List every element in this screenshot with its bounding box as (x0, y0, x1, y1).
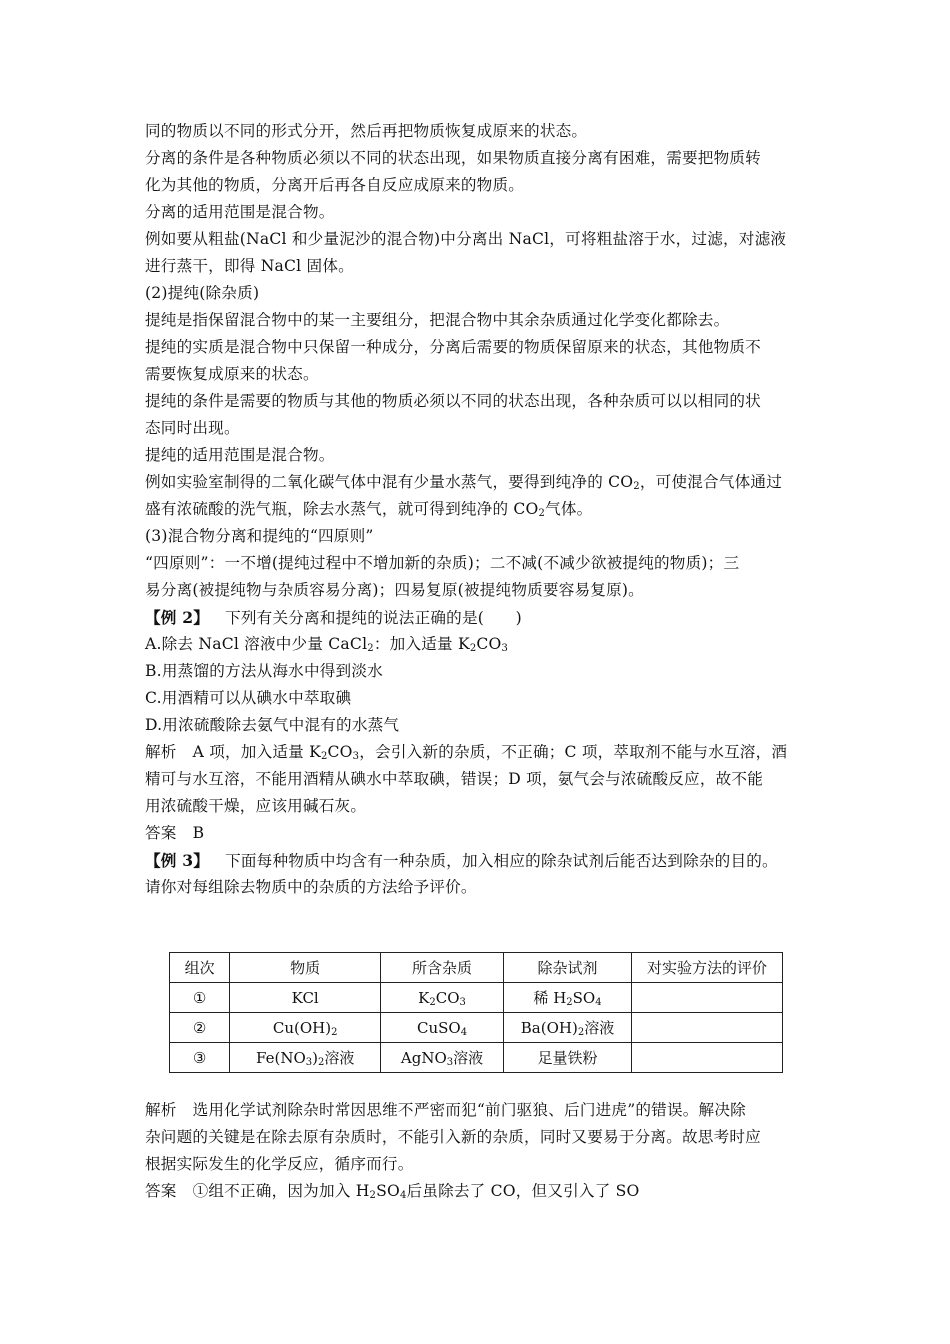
text-line: 化为其他的物质，分离开后再各自反应成原来的物质。 (145, 176, 525, 194)
table-row (170, 1043, 783, 1073)
impurity-table (169, 952, 783, 1073)
cell-substance: $Cu(OH)_2$ (230, 1013, 381, 1043)
option-c: C.用酒精可以从碘水中萃取碘 (145, 689, 352, 707)
text-line: 进行蒸干，即得 NaCl 固体。 (145, 257, 354, 275)
option-a: A.除去 NaCl 溶液中少量 CaCl$_2$：加入适量 $K_2CO_3$ (145, 635, 509, 654)
text-line: 提纯是指保留混合物中的某一主要组分，把混合物中其余杂质通过化学变化都除去。 (145, 311, 730, 329)
header-reagent: 除杂试剂 (504, 953, 632, 983)
analysis-line: 解析 A 项，加入适量 $K_2CO_3$，会引入新的杂质，不正确；C 项，萃取剂不能与水互溶，酒 (145, 743, 788, 762)
cell-substance: KCl (230, 983, 381, 1013)
text-line: 易分离(被提纯物与杂质容易分离)；四易复原(被提纯物质要容易复原)。 (145, 581, 644, 599)
document-body (145, 118, 817, 901)
cell-group: ② (170, 1013, 230, 1043)
text-line: 态同时出现。 (145, 419, 240, 437)
cell-group: ③ (170, 1043, 230, 1073)
example-2-question: 【例 2】 下列有关分离和提纯的说法正确的是( ) (145, 608, 522, 627)
cell-impurity: $K_2CO_3$ (381, 983, 504, 1013)
text-line: “四原则”：一不增(提纯过程中不增加新的杂质)；二不减(不减少欲被提纯的物质)；三 (145, 554, 740, 572)
text-line: 分离的适用范围是混合物。 (145, 203, 335, 221)
cell-group: ① (170, 983, 230, 1013)
cell-impurity: CuSO$_4$ (381, 1013, 504, 1043)
text-line: 分离的条件是各种物质必须以不同的状态出现，如果物质直接分离有困难，需要把物质转 (145, 149, 761, 167)
section-heading: (2)提纯(除杂质) (145, 284, 260, 302)
cell-evaluation (632, 1043, 783, 1073)
table-row (170, 983, 783, 1013)
cell-substance: $Fe(NO_3)_2$溶液 (230, 1043, 381, 1073)
example-label: 【例 2】 (145, 608, 210, 627)
analysis-line: 精可与水互溶，不能用酒精从碘水中萃取碘，错误；D 项，氨气会与浓硫酸反应，故不能 (145, 770, 764, 788)
table-header-row (170, 953, 783, 983)
text-line: 例如要从粗盐(NaCl 和少量泥沙的混合物)中分离出 NaCl，可将粗盐溶于水，过滤，对滤液 (145, 230, 787, 248)
table-row (170, 1013, 783, 1043)
text-line: 例如实验室制得的二氧化碳气体中混有少量水蒸气，要得到纯净的 $CO_2$，可使混合气体通过 (145, 473, 783, 492)
text-line: 需要恢复成原来的状态。 (145, 365, 319, 383)
answer-line: 答案 B (145, 824, 205, 842)
example-label: 【例 3】 (145, 851, 210, 870)
section-heading: (3)混合物分离和提纯的“四原则” (145, 527, 374, 545)
text-line: 同的物质以不同的形式分开，然后再把物质恢复成原来的状态。 (145, 122, 588, 140)
answer-line: 答案 ①组不正确，因为加入 $H_2SO_4$后虽除去了 CO，但又引入了 SO (145, 1182, 640, 1201)
example-3-question-cont: 请你对每组除去物质中的杂质的方法给予评价。 (145, 878, 477, 896)
header-evaluation: 对实验方法的评价 (632, 953, 783, 983)
header-impurity: 所含杂质 (381, 953, 504, 983)
analysis-line: 用浓硫酸干燥，应该用碱石灰。 (145, 797, 367, 815)
option-b: B.用蒸馏的方法从海水中得到淡水 (145, 662, 383, 680)
text-line: 盛有浓硫酸的洗气瓶，除去水蒸气，就可得到纯净的 $CO_2$气体。 (145, 500, 593, 519)
analysis-line: 解析 选用化学试剂除杂时常因思维不严密而犯“前门驱狼、后门进虎”的错误。解决除 (145, 1101, 746, 1119)
example-3-analysis (145, 1097, 817, 1205)
cell-reagent: 稀 $H_2SO_4$ (504, 983, 632, 1013)
text-line: 提纯的条件是需要的物质与其他的物质必须以不同的状态出现，各种杂质可以以相同的状 (145, 392, 761, 410)
cell-evaluation (632, 1013, 783, 1043)
header-substance: 物质 (230, 953, 381, 983)
cell-impurity: AgNO$_3$溶液 (381, 1043, 504, 1073)
header-group: 组次 (170, 953, 230, 983)
option-d: D.用浓硫酸除去氨气中混有的水蒸气 (145, 716, 400, 734)
cell-reagent: $Ba(OH)_2$溶液 (504, 1013, 632, 1043)
example-3-question: 【例 3】 下面每种物质中均含有一种杂质，加入相应的除杂试剂后能否达到除杂的目的。 (145, 851, 778, 870)
text-line: 提纯的实质是混合物中只保留一种成分，分离后需要的物质保留原来的状态，其他物质不 (145, 338, 761, 356)
analysis-line: 杂问题的关键是在除去原有杂质时，不能引入新的杂质，同时又要易于分离。故思考时应 (145, 1128, 761, 1146)
cell-reagent: 足量铁粉 (504, 1043, 632, 1073)
text-line: 提纯的适用范围是混合物。 (145, 446, 335, 464)
analysis-line: 根据实际发生的化学反应，循序而行。 (145, 1155, 414, 1173)
cell-evaluation (632, 983, 783, 1013)
